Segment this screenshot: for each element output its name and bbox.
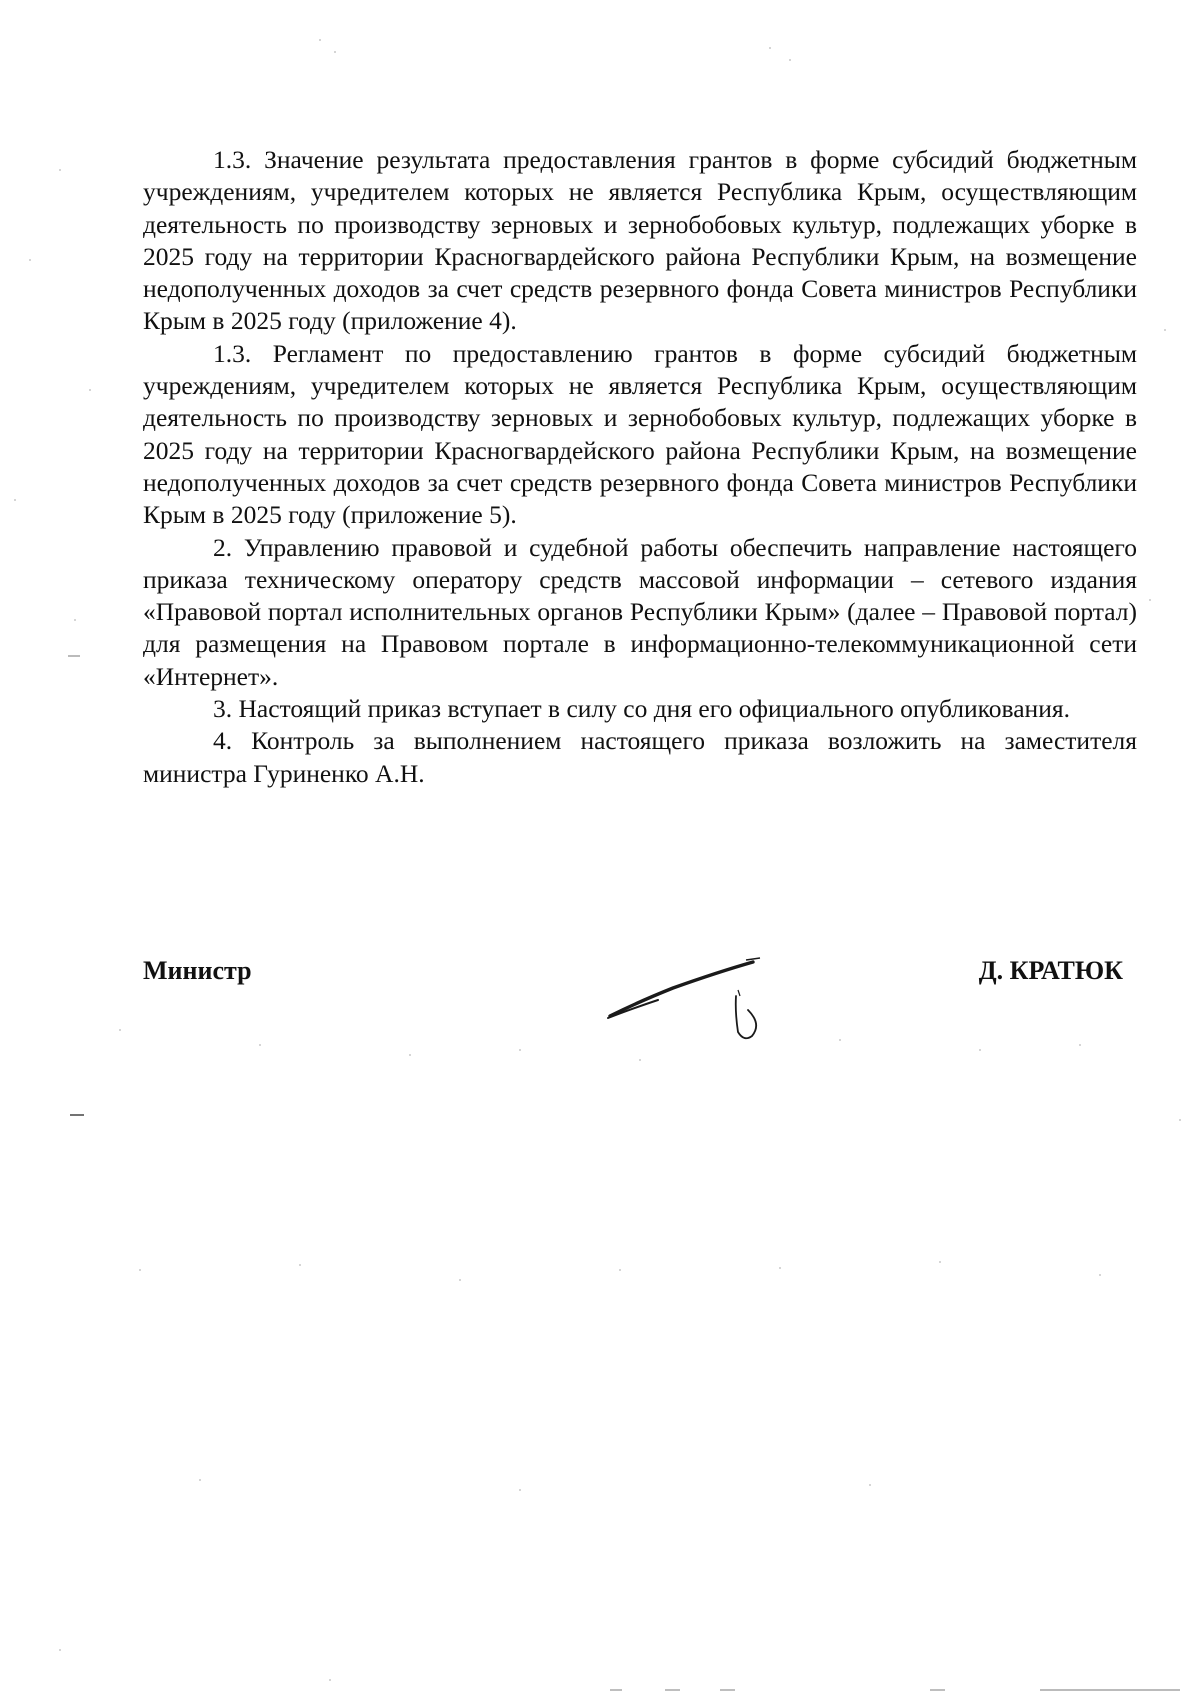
order-body [143,144,1137,790]
paragraph-2-legal-portal: 2. Управлению правовой и судебной работы обеспечить направление настоящего приказа техническому оператору средств массовой информации – сетевого издания «Правовой портал исполнительных органов Республики Крым» (далее – Правовой портал) для размещения на Правовом портале в информационно-телекоммуникационной сети «Интернет». [143,532,1137,691]
paragraph-3-effective-date: 3. Настоящий приказ вступает в силу со дня его официального опубликования. [213,694,1070,724]
paragraph-1-3-regulation: 1.3. Регламент по предоставлению грантов в форме субсидий бюджетным учреждениям, учредителем которых не является Республика Крым, осуществляющим деятельность по производству зерновых и зернобобовых культур, подлежащих уборке в 2025 году на территории Красногвардейского района Республики Крым, на возмещение недополученных доходов за счет средств резервного фонда Совета министров Республики Крым в 2025 году (приложение 5). [143,338,1137,530]
paragraph-1-3-result-value: 1.3. Значение результата предоставления грантов в форме субсидий бюджетным учреждениям, учредителем которых не является Республика Крым, осуществляющим деятельность по производству зерновых и зернобобовых культур, подлежащих уборке в 2025 году на территории Красногвардейского района Республики Крым, на возмещение недополученных доходов за счет средств резервного фонда Совета министров Республики Крым в 2025 году (приложение 4). [143,145,1137,336]
handwritten-signature [598,950,838,1060]
paragraph-4-control: 4. Контроль за выполнением настоящего приказа возложить на заместителя министра Гуриненко А.Н. [143,726,1137,788]
signatory-name: Д. КРАТЮК [978,956,1123,985]
signatory-title: Министр [143,956,252,985]
signature-block [143,950,1123,1060]
